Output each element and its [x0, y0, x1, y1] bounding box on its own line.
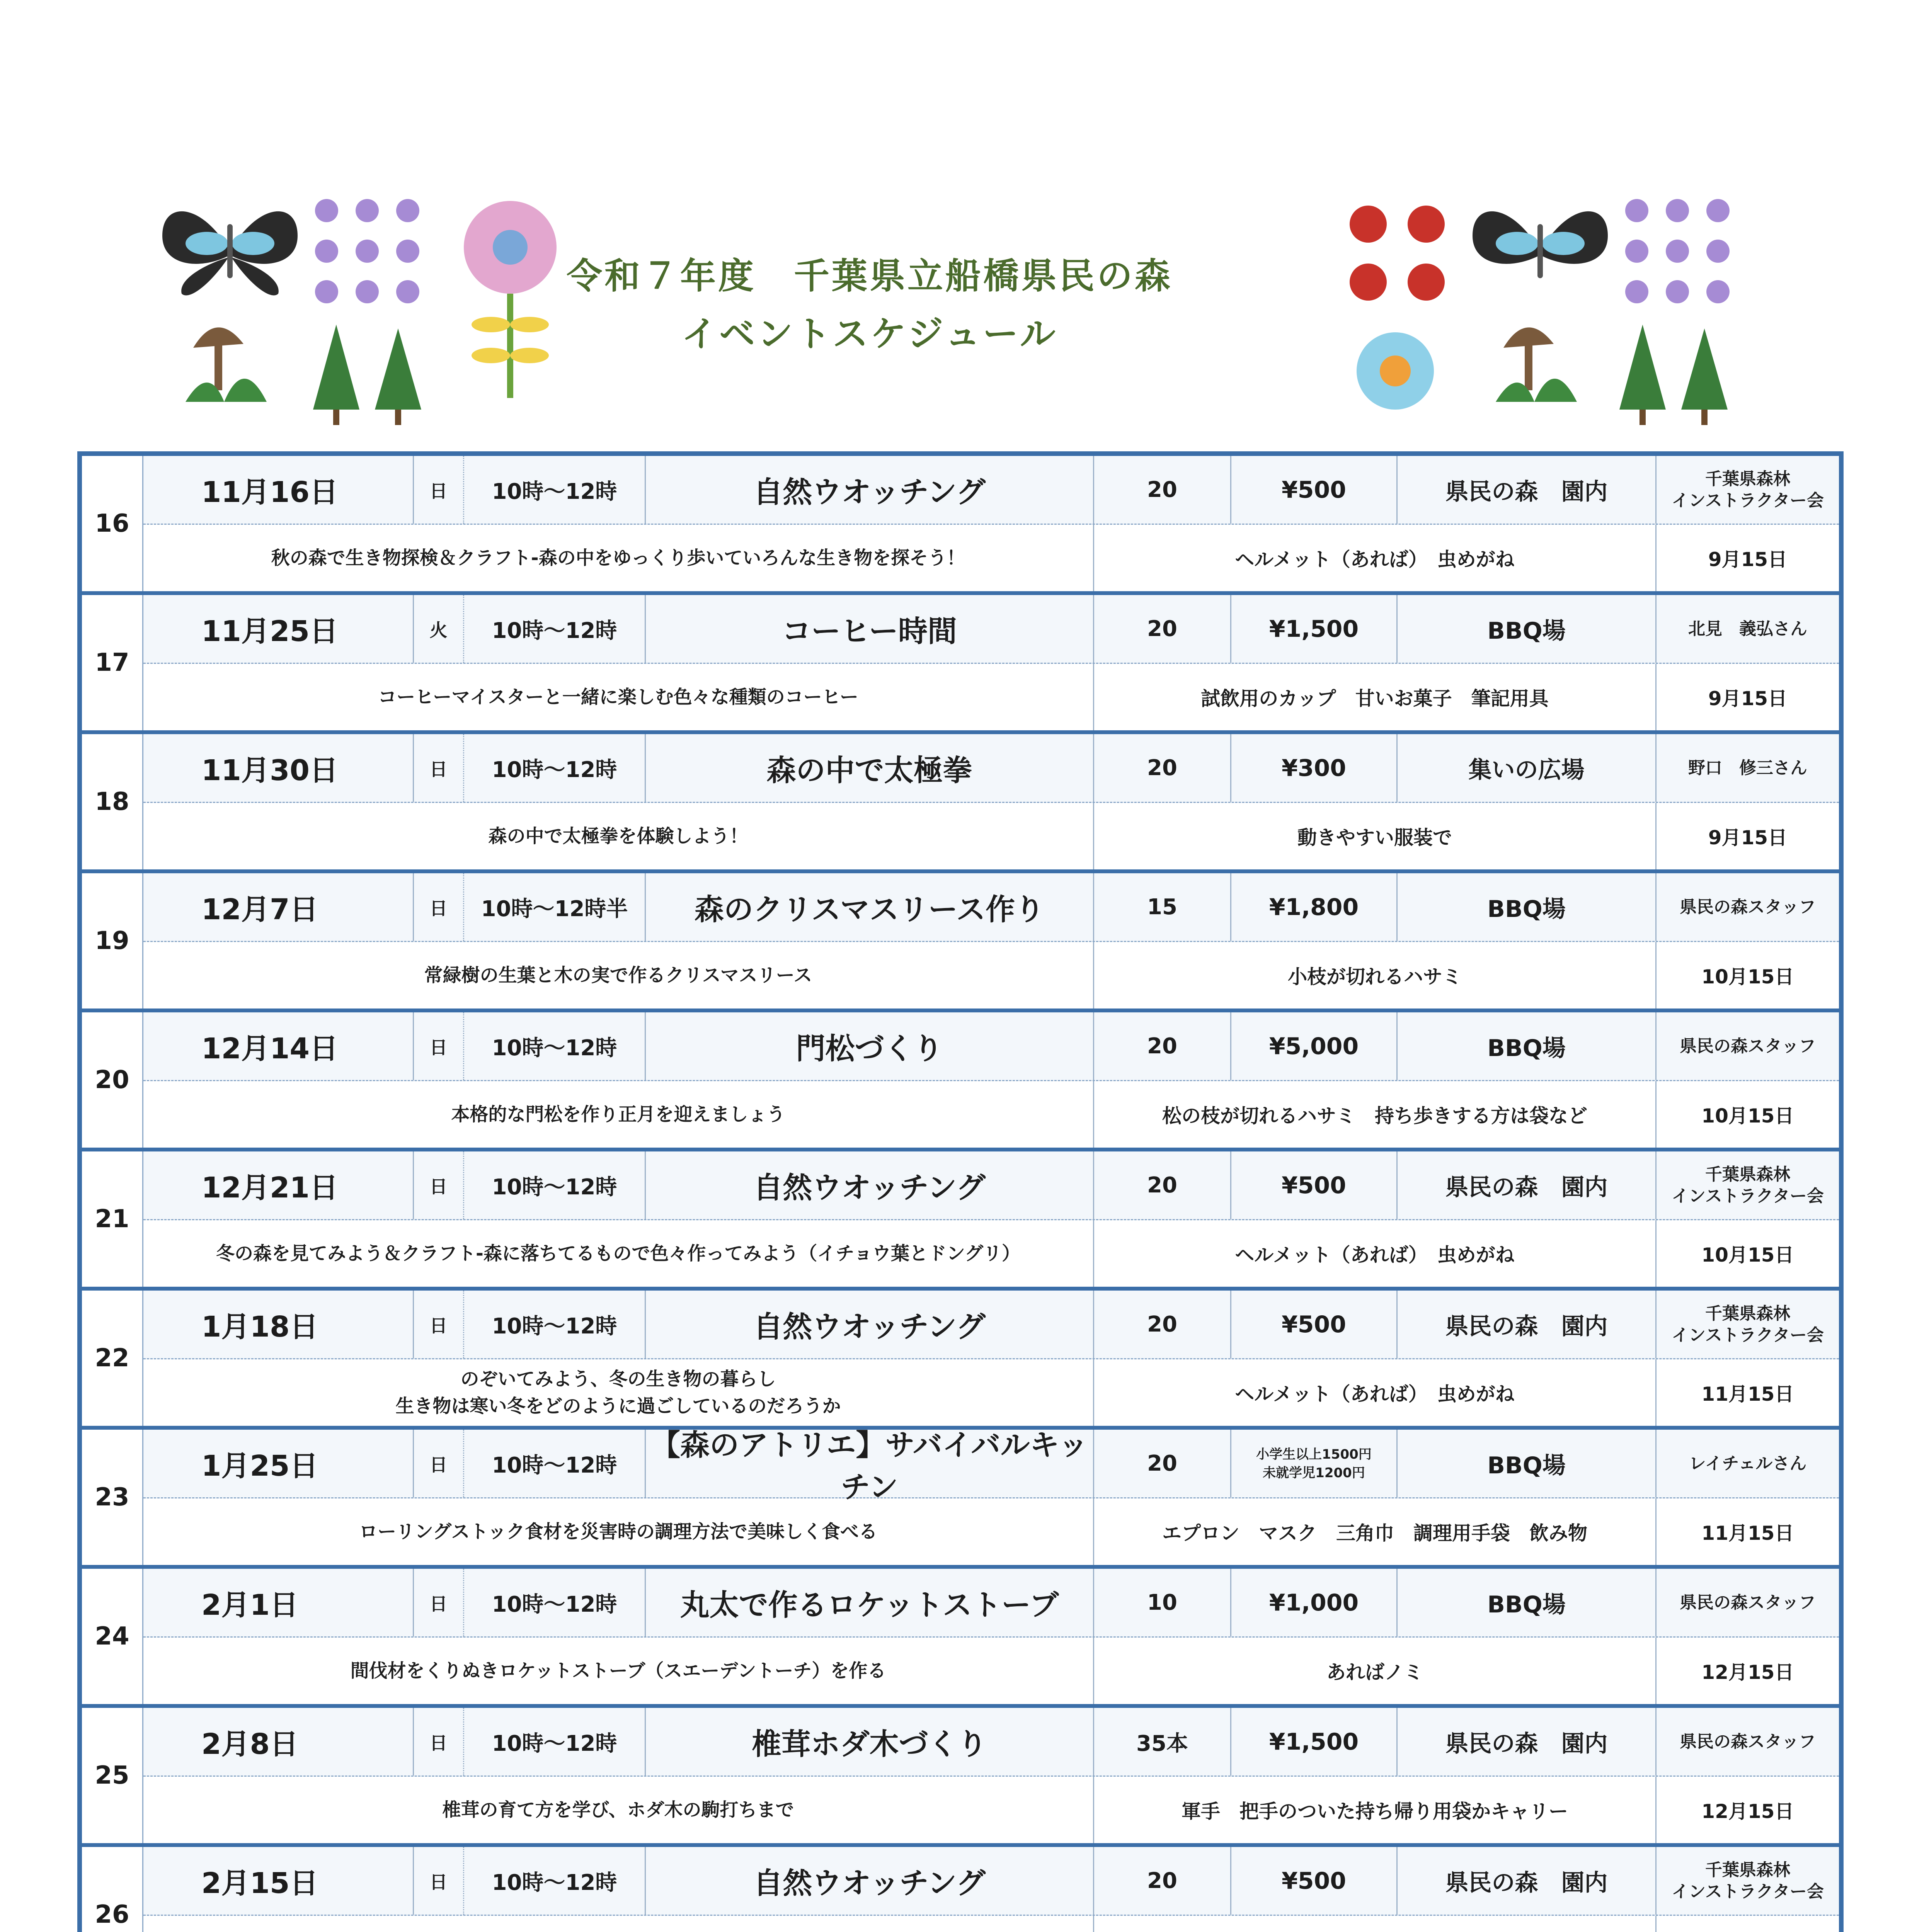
- event-fee: ¥1,500: [1231, 1708, 1398, 1776]
- event-capacity: 20: [1094, 1012, 1231, 1080]
- event-fee: 小学生以上1500円 未就学児1200円: [1231, 1430, 1398, 1497]
- event-number: 25: [82, 1708, 143, 1843]
- event-instructor: 県民の森スタッフ: [1680, 1036, 1816, 1056]
- event-row: [82, 1704, 1839, 1843]
- event-capacity: 10: [1094, 1569, 1231, 1636]
- event-instructor: 北見 義弘さん: [1688, 619, 1807, 639]
- event-place: 県民の森 園内: [1398, 1847, 1657, 1915]
- event-application-date: 11月15日: [1701, 1383, 1794, 1405]
- event-row: [82, 730, 1839, 869]
- event-application-date: 12月15日: [1701, 1661, 1794, 1684]
- event-weekday: 日: [414, 1847, 464, 1915]
- event-description: 常緑樹の生葉と木の実で作るクリスマスリース: [143, 942, 1094, 1009]
- event-time: 10時～12時: [464, 456, 646, 524]
- event-title: 椎茸ホダ木づくり: [646, 1708, 1094, 1776]
- event-items-to-bring: ヘルメット（あれば） 虫めがね: [1094, 1220, 1657, 1287]
- event-number: 17: [82, 595, 143, 730]
- event-date: 1月25日: [143, 1430, 414, 1497]
- event-place: BBQ場: [1398, 1569, 1657, 1636]
- event-place: BBQ場: [1398, 595, 1657, 663]
- event-time: 10時～12時: [464, 1569, 646, 1636]
- violet-flowers-icon: [309, 193, 429, 309]
- event-number: 19: [82, 873, 143, 1009]
- event-date: 12月21日: [143, 1151, 414, 1219]
- event-application-date: 10月15日: [1701, 1244, 1794, 1266]
- event-items-to-bring: 小枝が切れるハサミ: [1094, 942, 1657, 1009]
- event-place: 県民の森 園内: [1398, 1291, 1657, 1358]
- header: [0, 0, 1917, 433]
- event-capacity: 35本: [1094, 1708, 1231, 1776]
- event-instructor: 千葉県森林 インストラクター会: [1672, 1303, 1824, 1345]
- event-weekday: 日: [414, 456, 464, 524]
- event-date: 2月15日: [143, 1847, 414, 1915]
- event-row: [82, 1287, 1839, 1426]
- event-application-date: 11月15日: [1701, 1522, 1794, 1544]
- event-row: [82, 591, 1839, 730]
- event-date: 11月30日: [143, 734, 414, 802]
- event-number: 26: [82, 1847, 143, 1932]
- event-place: 県民の森 園内: [1398, 1708, 1657, 1776]
- event-row: [82, 1565, 1839, 1704]
- event-time: 10時～12時: [464, 1151, 646, 1219]
- event-instructor: 千葉県森林 インストラクター会: [1672, 1860, 1824, 1901]
- ladybug-icon: [1341, 197, 1457, 313]
- event-time: 10時～12時: [464, 1847, 646, 1915]
- event-instructor: 県民の森スタッフ: [1680, 1592, 1816, 1612]
- event-description: [143, 1916, 1094, 1932]
- event-capacity: 20: [1094, 734, 1231, 802]
- event-capacity: 20: [1094, 456, 1231, 524]
- event-number: 21: [82, 1151, 143, 1287]
- event-place: BBQ場: [1398, 1430, 1657, 1497]
- pink-flower-icon: [456, 193, 564, 410]
- event-title: 【森のアトリエ】サバイバルキッチン: [646, 1430, 1094, 1497]
- event-application-date: 10月15日: [1701, 966, 1794, 988]
- event-description: 森の中で太極拳を体験しよう！: [143, 803, 1094, 869]
- event-title: 森の中で太極拳: [646, 734, 1094, 802]
- event-date: 2月8日: [143, 1708, 414, 1776]
- event-capacity: 20: [1094, 1430, 1231, 1497]
- event-description: 椎茸の育て方を学び、ホダ木の駒打ちまで: [143, 1777, 1094, 1843]
- event-title: コーヒー時間: [646, 595, 1094, 663]
- event-items-to-bring: ヘルメット（あれば） 虫めがね: [1094, 525, 1657, 591]
- title-line-1: 令和７年度 千葉県立船橋県民の森: [566, 255, 1173, 297]
- event-row: [82, 456, 1839, 591]
- event-application-date: 9月15日: [1708, 687, 1788, 710]
- event-fee: ¥500: [1231, 456, 1398, 524]
- event-items-to-bring: エプロン マスク 三角巾 調理用手袋 飲み物: [1094, 1498, 1657, 1565]
- event-place: 県民の森 園内: [1398, 1151, 1657, 1219]
- event-title: 門松づくり: [646, 1012, 1094, 1080]
- page-title: [560, 247, 1179, 363]
- blue-flower-icon: [1341, 328, 1449, 413]
- event-weekday: 日: [414, 1569, 464, 1636]
- event-date: 1月18日: [143, 1291, 414, 1358]
- mushroom-grass-icon: [178, 301, 286, 410]
- event-title: 自然ウオッチング: [646, 1151, 1094, 1219]
- event-time: 10時～12時: [464, 1708, 646, 1776]
- event-items-to-bring: 試飲用のカップ 甘いお菓子 筆記用具: [1094, 664, 1657, 730]
- event-row: [82, 869, 1839, 1009]
- butterfly-icon: [155, 193, 305, 309]
- event-place: BBQ場: [1398, 1012, 1657, 1080]
- pine-trees-icon: [1612, 317, 1735, 425]
- event-date: 2月1日: [143, 1569, 414, 1636]
- event-date: 12月14日: [143, 1012, 414, 1080]
- event-description: コーヒーマイスターと一緒に楽しむ色々な種類のコーヒー: [143, 664, 1094, 730]
- event-row: [82, 1426, 1839, 1565]
- event-capacity: 20: [1094, 1291, 1231, 1358]
- event-description: 本格的な門松を作り正月を迎えましょう: [143, 1081, 1094, 1148]
- event-description: 間伐材をくりぬきロケットストーブ（スエーデントーチ）を作る: [143, 1638, 1094, 1704]
- event-items-to-bring: [1094, 1916, 1657, 1932]
- event-instructor: レイチェルさん: [1689, 1453, 1807, 1473]
- event-place: BBQ場: [1398, 873, 1657, 941]
- event-row: [82, 1843, 1839, 1932]
- event-fee: ¥500: [1231, 1151, 1398, 1219]
- event-capacity: 20: [1094, 595, 1231, 663]
- event-instructor: 野口 修三さん: [1688, 758, 1807, 778]
- event-number: 20: [82, 1012, 143, 1148]
- event-weekday: 火: [414, 595, 464, 663]
- event-description: のぞいてみよう、冬の生き物の暮らし 生き物は寒い冬をどのように過ごしているのだろうか: [143, 1359, 1094, 1426]
- event-title: 丸太で作るロケットストーブ: [646, 1569, 1094, 1636]
- event-time: 10時～12時半: [464, 873, 646, 941]
- event-fee: ¥500: [1231, 1847, 1398, 1915]
- event-fee: ¥1,500: [1231, 595, 1398, 663]
- event-description: 冬の森を見てみよう＆クラフト-森に落ちてるもので色々作ってみよう（イチョウ葉とドングリ）: [143, 1220, 1094, 1287]
- violet-flowers-icon: [1619, 193, 1739, 309]
- event-number: 22: [82, 1291, 143, 1426]
- event-application-date: [1657, 1916, 1839, 1932]
- event-date: 11月25日: [143, 595, 414, 663]
- event-instructor: 県民の森スタッフ: [1680, 897, 1816, 917]
- event-title: 自然ウオッチング: [646, 456, 1094, 524]
- event-items-to-bring: 動きやすい服装で: [1094, 803, 1657, 869]
- event-title: 森のクリスマスリース作り: [646, 873, 1094, 941]
- event-instructor: 千葉県森林 インストラクター会: [1672, 1164, 1824, 1206]
- event-fee: ¥1,000: [1231, 1569, 1398, 1636]
- event-time: 10時～12時: [464, 1012, 646, 1080]
- event-weekday: 日: [414, 1151, 464, 1219]
- event-fee: ¥500: [1231, 1291, 1398, 1358]
- event-number: 23: [82, 1430, 143, 1565]
- event-number: 24: [82, 1569, 143, 1704]
- event-capacity: 15: [1094, 873, 1231, 941]
- event-weekday: 日: [414, 1430, 464, 1497]
- event-weekday: 日: [414, 1012, 464, 1080]
- event-number: 16: [82, 456, 143, 591]
- event-application-date: 12月15日: [1701, 1800, 1794, 1823]
- event-weekday: 日: [414, 1291, 464, 1358]
- event-capacity: 20: [1094, 1847, 1231, 1915]
- event-weekday: 日: [414, 1708, 464, 1776]
- event-weekday: 日: [414, 873, 464, 941]
- event-schedule-table: [77, 451, 1844, 1932]
- event-title: 自然ウオッチング: [646, 1291, 1094, 1358]
- event-application-date: 9月15日: [1708, 827, 1788, 849]
- event-instructor: 県民の森スタッフ: [1680, 1731, 1816, 1752]
- event-title: 自然ウオッチング: [646, 1847, 1094, 1915]
- event-items-to-bring: ヘルメット（あれば） 虫めがね: [1094, 1359, 1657, 1426]
- event-fee: ¥5,000: [1231, 1012, 1398, 1080]
- event-date: 12月7日: [143, 873, 414, 941]
- event-place: 県民の森 園内: [1398, 456, 1657, 524]
- event-time: 10時～12時: [464, 734, 646, 802]
- event-items-to-bring: 松の枝が切れるハサミ 持ち歩きする方は袋など: [1094, 1081, 1657, 1148]
- event-items-to-bring: あればノミ: [1094, 1638, 1657, 1704]
- event-description: ローリングストック食材を災害時の調理方法で美味しく食べる: [143, 1498, 1094, 1565]
- event-capacity: 20: [1094, 1151, 1231, 1219]
- pine-trees-icon: [305, 317, 429, 425]
- event-time: 10時～12時: [464, 1430, 646, 1497]
- mushroom-grass-icon: [1488, 301, 1596, 410]
- event-time: 10時～12時: [464, 1291, 646, 1358]
- event-fee: ¥300: [1231, 734, 1398, 802]
- event-row: [82, 1009, 1839, 1148]
- event-date: 11月16日: [143, 456, 414, 524]
- event-instructor: 千葉県森林 インストラクター会: [1672, 469, 1824, 510]
- event-number: 18: [82, 734, 143, 869]
- title-line-2: イベントスケジュール: [681, 313, 1058, 355]
- event-place: 集いの広場: [1398, 734, 1657, 802]
- event-description: 秋の森で生き物探検＆クラフト-森の中をゆっくり歩いていろんな生き物を探そう！: [143, 525, 1094, 591]
- event-row: [82, 1148, 1839, 1287]
- event-application-date: 10月15日: [1701, 1105, 1794, 1127]
- event-items-to-bring: 軍手 把手のついた持ち帰り用袋かキャリー: [1094, 1777, 1657, 1843]
- event-weekday: 日: [414, 734, 464, 802]
- event-time: 10時～12時: [464, 595, 646, 663]
- event-application-date: 9月15日: [1708, 548, 1788, 571]
- event-fee: ¥1,800: [1231, 873, 1398, 941]
- butterfly-icon: [1465, 193, 1616, 309]
